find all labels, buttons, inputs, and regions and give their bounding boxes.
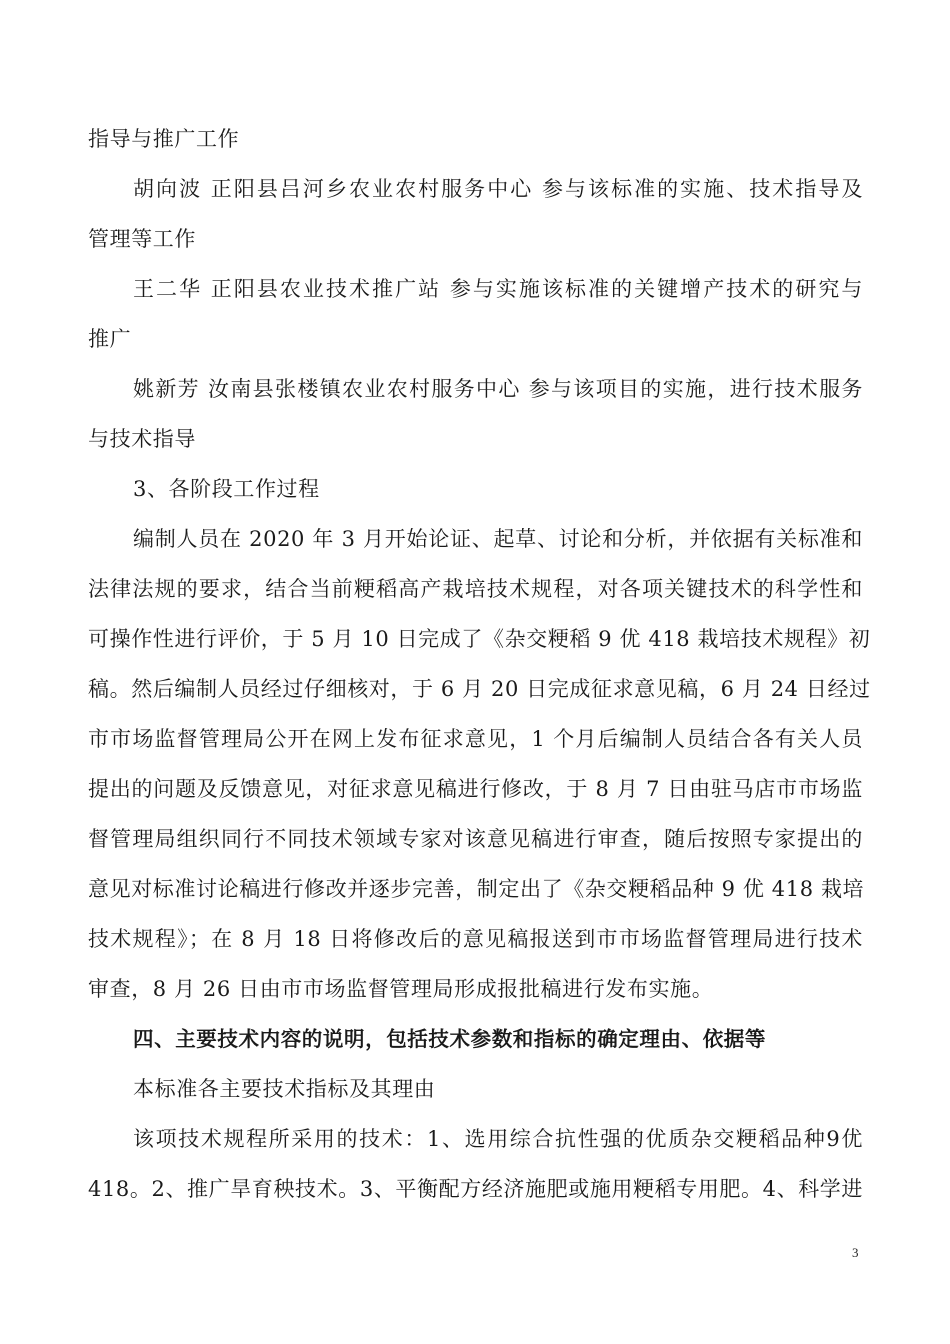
text-line: 指导与推广工作 <box>88 127 240 151</box>
text-line: 王二华 正阳县农业技术推广站 参与实施该标准的关键增产技术的研究与 <box>133 277 863 301</box>
text-line: 法律法规的要求，结合当前粳稻高产栽培技术规程，对各项关键技术的科学性和 <box>88 577 863 601</box>
section-heading-bold: 四、主要技术内容的说明，包括技术参数和指标的确定理由、依据等 <box>133 1027 766 1051</box>
text-line: 提出的问题及反馈意见，对征求意见稿进行修改，于 8 月 7 日由驻马店市市场监 <box>88 777 863 801</box>
text-line: 督管理局组织同行不同技术领域专家对该意见稿进行审查，随后按照专家提出的 <box>88 827 863 851</box>
text-line: 姚新芳 汝南县张楼镇农业农村服务中心 参与该项目的实施，进行技术服务 <box>133 377 863 401</box>
text-line: 418。2、推广旱育秧技术。3、平衡配方经济施肥或施用粳稻专用肥。4、科学进 <box>88 1177 863 1201</box>
text-line: 技术规程》；在 8 月 18 日将修改后的意见稿报送到市市场监督管理局进行技术 <box>88 927 863 951</box>
text-line: 管理等工作 <box>88 227 196 251</box>
text-line: 审查，8 月 26 日由市市场监督管理局形成报批稿进行发布实施。 <box>88 977 714 1001</box>
section-heading: 3、各阶段工作过程 <box>133 477 320 501</box>
text-line: 本标准各主要技术指标及其理由 <box>133 1077 436 1101</box>
text-line: 与技术指导 <box>88 427 196 451</box>
text-line: 该项技术规程所采用的技术：1、选用综合抗性强的优质杂交粳稻品种9优 <box>133 1127 863 1151</box>
page-number: 3 <box>852 1245 859 1260</box>
text-line: 胡向波 正阳县吕河乡农业农村服务中心 参与该标准的实施、技术指导及 <box>133 177 863 201</box>
text-line: 意见对标准讨论稿进行修改并逐步完善，制定出了《杂交粳稻品种 9 优 418 栽培 <box>88 877 865 901</box>
text-line: 稿。然后编制人员经过仔细核对，于 6 月 20 日完成征求意见稿，6 月 24 日经过 <box>88 677 871 701</box>
text-line: 可操作性进行评价，于 5 月 10 日完成了《杂交粳稻 9 优 418 栽培技术规程》初 <box>88 627 871 651</box>
text-line: 推广 <box>88 327 132 351</box>
text-line: 市市场监督管理局公开在网上发布征求意见，1 个月后编制人员结合各有关人员 <box>88 727 863 751</box>
text-line: 编制人员在 2020 年 3 月开始论证、起草、讨论和分析，并依据有关标准和 <box>133 527 863 551</box>
